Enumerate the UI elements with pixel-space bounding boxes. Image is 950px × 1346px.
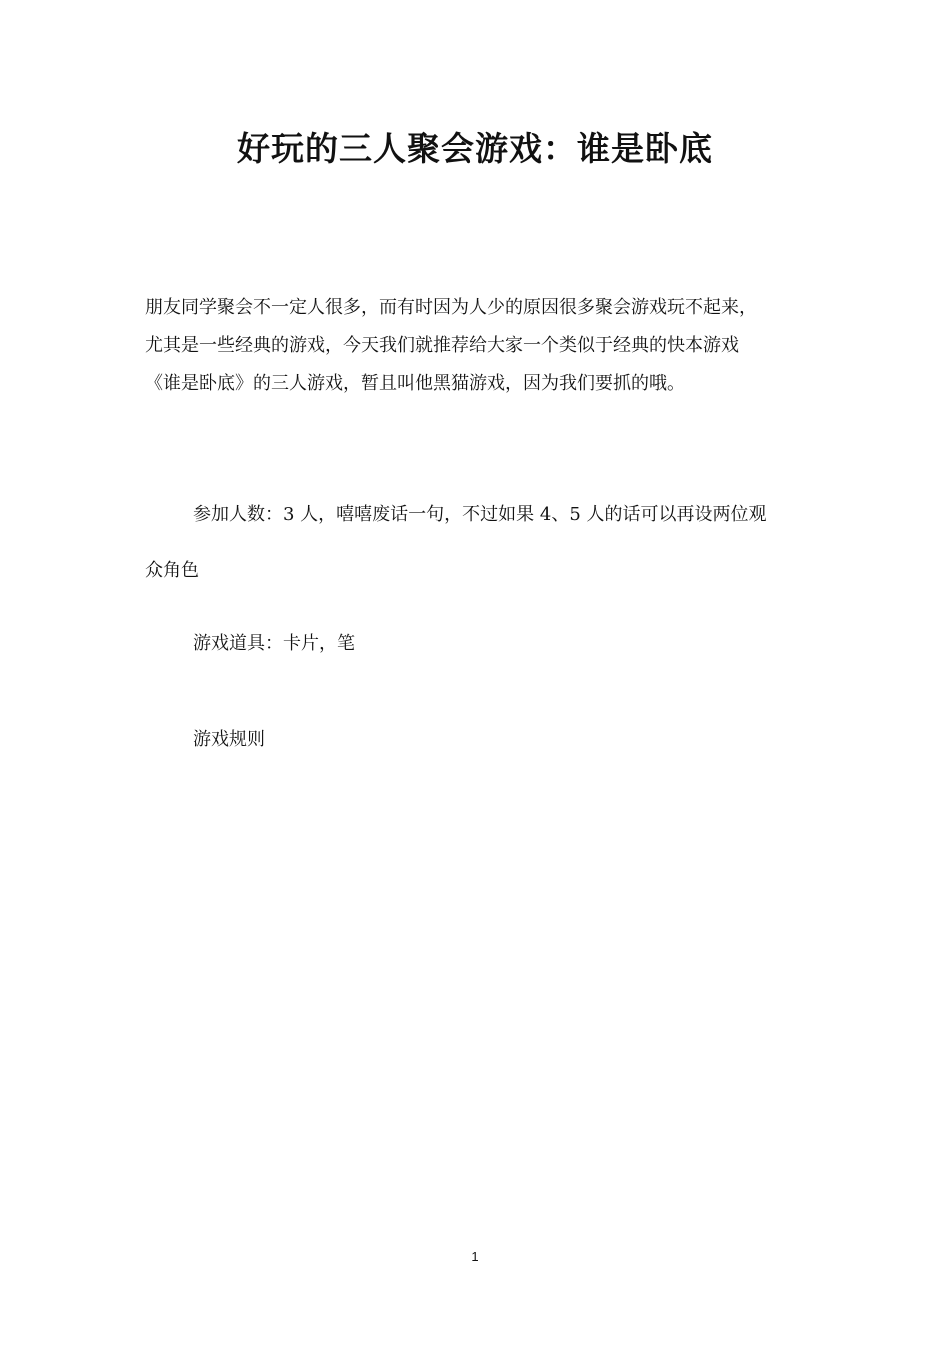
- intro-line: 尤其是一些经典的游戏，今天我们就推荐给大家一个类似于经典的快本游戏: [145, 335, 739, 356]
- document-title: 好玩的三人聚会游戏：谁是卧底: [237, 129, 713, 168]
- props-paragraph: 游戏道具：卡片，笔: [193, 633, 355, 654]
- intro-line: 朋友同学聚会不一定人很多，而有时因为人少的原因很多聚会游戏玩不起来，: [145, 297, 757, 318]
- rules-heading: 游戏规则: [193, 729, 265, 750]
- players-paragraph: [145, 487, 815, 599]
- players-line: 众角色: [145, 560, 199, 581]
- players-line: 参加人数：3 人，嘻嘻废话一句，不过如果 4、5 人的话可以再设两位观: [193, 504, 767, 525]
- page-number: 1: [471, 1249, 479, 1264]
- intro-paragraph: [145, 289, 815, 403]
- intro-line: 《谁是卧底》的三人游戏，暂且叫他黑猫游戏，因为我们要抓的哦。: [145, 373, 685, 394]
